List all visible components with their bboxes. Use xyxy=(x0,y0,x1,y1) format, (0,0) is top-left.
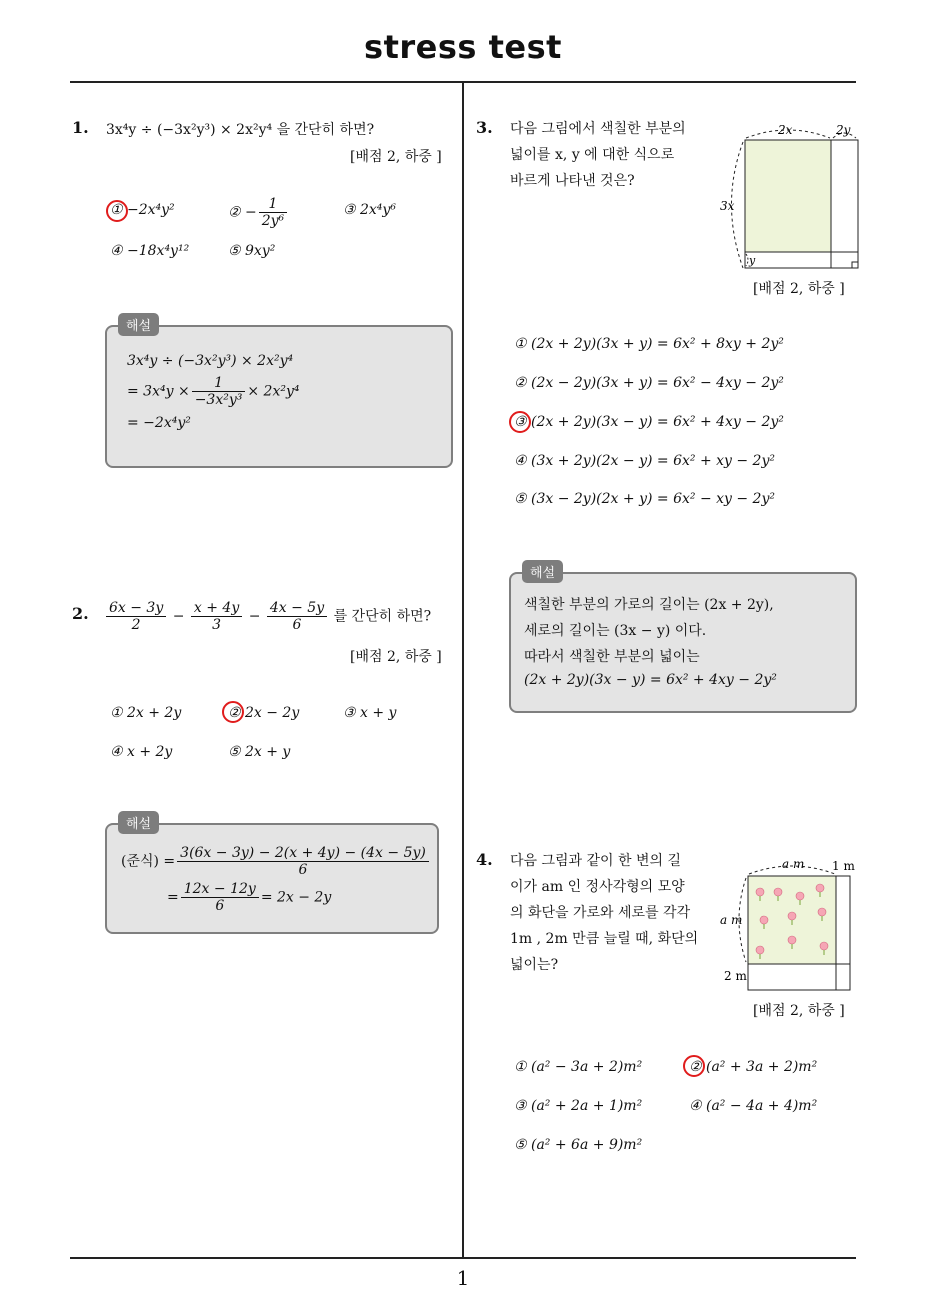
q3-sol-line-3: 따라서 색칠한 부분의 넓이는 xyxy=(524,649,700,665)
q1-sol-line-2: = 3x⁴y × $\frac{1}{\text{−3x²y³}}$ × 2x²y⁴ xyxy=(127,375,300,408)
q3-stem-line-1: 다음 그림에서 색칠한 부분의 xyxy=(510,121,686,137)
q2-number: 2. xyxy=(72,604,89,623)
q4-fig-label-top-right: 1 m xyxy=(832,859,855,873)
q1-meta: [배점 2, 하중 ] xyxy=(350,149,442,165)
q4-stem-line-5: 넓이는? xyxy=(510,957,559,973)
q4-stem-line-1: 다음 그림과 같이 한 변의 길 xyxy=(510,853,682,869)
q1-option-2[interactable]: ② − $\frac{1}{\text{2y⁶}}$ xyxy=(228,196,289,229)
q3-answer-mark xyxy=(509,411,531,433)
q3-option-5[interactable]: ⑤ (3x − 2y)(2x + y) = 6x² − xy − 2y² xyxy=(514,491,775,507)
page-title: stress test xyxy=(364,28,562,66)
q4-stem-line-3: 의 화단을 가로와 세로를 각각 xyxy=(510,905,691,921)
q2-option-5[interactable]: ⑤ 2x + y xyxy=(228,744,291,760)
q4-option-5[interactable]: ⑤ (a² + 6a + 9)m² xyxy=(514,1137,643,1153)
q1-option-5[interactable]: ⑤ 9xy² xyxy=(228,243,276,259)
q4-fig-label-bottom-left: 2 m xyxy=(724,969,747,983)
q2-solution-box xyxy=(105,823,439,934)
q3-figure xyxy=(716,118,864,278)
q3-shaded-region xyxy=(745,140,831,252)
q4-stem-line-4: 1m , 2m 만큼 늘릴 때, 화단의 xyxy=(510,931,699,947)
q1-sol-line-1: 3x⁴y ÷ (−3x²y³) × 2x²y⁴ xyxy=(127,353,294,369)
q2-option-4[interactable]: ④ x + 2y xyxy=(110,744,173,760)
q3-option-3[interactable]: ③ (2x + 2y)(3x − y) = 6x² + 4xy − 2y² xyxy=(514,414,784,430)
q2-option-1[interactable]: ① 2x + 2y xyxy=(110,705,182,721)
q3-sol-line-1: 색칠한 부분의 가로의 길이는 (2x + 2y), xyxy=(524,597,774,613)
q3-meta: [배점 2, 하중 ] xyxy=(753,281,845,297)
q3-stem-line-3: 바르게 나타낸 것은? xyxy=(510,173,635,189)
q4-fig-label-left: a m xyxy=(720,913,743,927)
q1-option-2-fraction: $\frac{1}{\text{2y⁶}}$ xyxy=(259,196,287,229)
q1-sol-line-3: = −2x⁴y² xyxy=(127,415,191,431)
q2-option-3[interactable]: ③ x + y xyxy=(343,705,397,721)
q2-solution-tag: 해설 xyxy=(118,811,159,834)
q3-fig-label-bottom: y xyxy=(749,254,756,267)
q1-solution-tag: 해설 xyxy=(118,313,159,336)
q3-solution-tag: 해설 xyxy=(522,560,563,583)
q4-stem-line-2: 이가 am 인 정사각형의 모양 xyxy=(510,879,685,895)
q3-option-2[interactable]: ② (2x − 2y)(3x + y) = 6x² − 4xy − 2y² xyxy=(514,375,784,391)
q1-option-1[interactable]: ① −2x⁴y² xyxy=(110,202,175,218)
q2-answer-mark xyxy=(222,701,244,723)
q4-meta: [배점 2, 하중 ] xyxy=(753,1003,845,1019)
q4-option-2[interactable]: ② (a² + 3a + 2)m² xyxy=(689,1059,818,1075)
column-divider xyxy=(462,83,464,1259)
q2-sol-line-1: (준식) = $\frac{3(6x - 3y) - 2(x + 4y) - (4x - 5y)}{6}$ xyxy=(121,845,431,878)
q3-number: 3. xyxy=(476,118,493,137)
q3-stem-line-2: 넓이를 x, y 에 대한 식으로 xyxy=(510,147,675,163)
q1-answer-mark xyxy=(106,200,128,222)
q4-option-4[interactable]: ④ (a² − 4a + 4)m² xyxy=(689,1098,818,1114)
q1-number: 1. xyxy=(72,118,89,137)
q3-option-4[interactable]: ④ (3x + 2y)(2x − y) = 6x² + xy − 2y² xyxy=(514,453,775,469)
q3-fig-label-left: 3x xyxy=(720,199,735,213)
q1-option-3[interactable]: ③ 2x⁴y⁶ xyxy=(343,202,396,218)
q3-fig-label-top-right: 2y xyxy=(836,123,851,137)
q4-fig-label-top: a m xyxy=(782,857,805,871)
q2-option-2[interactable]: ② 2x − 2y xyxy=(228,705,300,721)
q4-figure xyxy=(720,852,860,992)
q3-sol-line-4: (2x + 2y)(3x − y) = 6x² + 4xy − 2y² xyxy=(524,672,777,688)
footer-rule xyxy=(70,1257,856,1259)
q2-meta: [배점 2, 하중 ] xyxy=(350,649,442,665)
q4-option-1[interactable]: ① (a² − 3a + 2)m² xyxy=(514,1059,643,1075)
q1-stem: 3x⁴y ÷ (−3x²y³) × 2x²y⁴ 을 간단히 하면? xyxy=(106,122,375,138)
q3-option-1[interactable]: ① (2x + 2y)(3x + y) = 6x² + 8xy + 2y² xyxy=(514,336,784,352)
q3-sol-line-2: 세로의 길이는 (3x − y) 이다. xyxy=(524,623,707,639)
q3-fig-label-top-left: 2x xyxy=(778,123,793,137)
q1-solution-box xyxy=(105,325,453,468)
q1-option-4[interactable]: ④ −18x⁴y¹² xyxy=(110,243,190,259)
q4-number: 4. xyxy=(476,850,493,869)
q3-solution-box xyxy=(509,572,857,713)
q2-sol-line-2: = $\frac{12x - 12y}{6}$ = 2x − 2y xyxy=(167,881,332,914)
q4-answer-mark xyxy=(683,1055,705,1077)
q4-option-3[interactable]: ③ (a² + 2a + 1)m² xyxy=(514,1098,643,1114)
q2-stem: $\frac{6x - 3y}{2}$ − $\frac{x + 4y}{3}$ − $\frac{4x - 5y}{6}$ 를 간단히 하면? xyxy=(104,600,431,633)
page-number: 1 xyxy=(456,1266,470,1290)
